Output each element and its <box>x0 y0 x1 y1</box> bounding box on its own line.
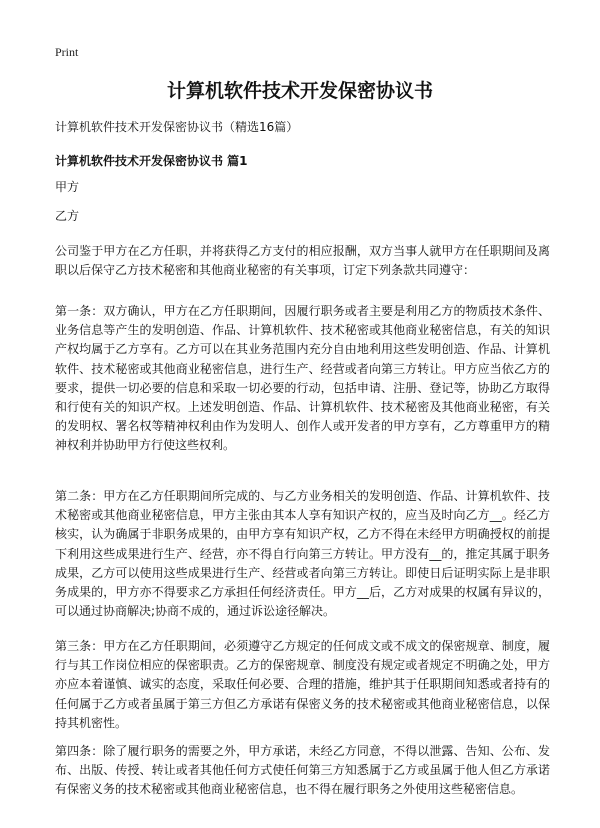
party-a-label: 甲方 <box>55 180 80 194</box>
print-link[interactable]: Print <box>55 45 79 59</box>
document-subtitle: 计算机软件技术开发保密协议书（精选16篇） <box>55 120 299 134</box>
section-heading: 计算机软件技术开发保密协议书 篇1 <box>55 154 248 168</box>
paragraph-intro: 公司鉴于甲方在乙方任职，并将获得乙方支付的相应报酬，双方当事人就甲方在任职期间及离职以后保守乙方技术秘密和其他商业秘密的有关事项，订定下列条款共同遵守： <box>55 244 550 278</box>
paragraph-article-4: 第四条：除了履行职务的需要之外，甲方承诺，未经乙方同意，不得以泄露、告知、公布、发布、出版、传授、转让或者其他任何方式使任何第三方知悉属于乙方或虽属于他人但乙方承诺有保密义务的技术秘密或其他商业秘密信息，也不得在履行职务之外使用这些秘密信息。 <box>55 744 550 797</box>
paragraph-article-2: 第二条：甲方在乙方任职期间所完成的、与乙方业务相关的发明创造、作品、计算机软件、技术秘密或其他商业秘密信息，甲方主张由其本人享有知识产权的，应当及时向乙方__。经乙方核实，认为确属于非职务成果的，由甲方享有知识产权，乙方不得在未经甲方明确授权的前提下利用这些成果进行生产、经营，亦不得自行向第三方转让。甲方没有__的，推定其属于职务成果，乙方可以使用这些成果进行生产、经营或者向第三方转让。即使日后证明实际上是非职务成果的，甲方亦不得要求乙方承担任何经济责任。甲方__后，乙方对成果的权属有异议的，可以通过协商解决;协商不成的，通过诉讼途径解决。 <box>55 489 550 619</box>
document-title: 计算机软件技术开发保密协议书 <box>166 80 433 102</box>
paragraph-article-1: 第一条：双方确认，甲方在乙方任职期间，因履行职务或者主要是利用乙方的物质技术条件、业务信息等产生的发明创造、作品、计算机软件、技术秘密或其他商业秘密信息，有关的知识产权均属于乙方享有。乙方可以在其业务范围内充分自由地利用这些发明创造、作品、计算机软件、技术秘密或其他商业秘密信息，进行生产、经营或者向第三方转让。甲方应当依乙方的要求，提供一切必要的信息和采取一切必要的行动，包括申请、注册、登记等，协助乙方取得和行使有关的知识产权。上述发明创造、作品、计算机软件、技术秘密及其他商业秘密，有关的发明权、署名权等精神权利由作为发明人、创作人或开发者的甲方享有，乙方尊重甲方的精神权利并协助甲方行使这些权利。 <box>55 304 550 453</box>
party-b-label: 乙方 <box>55 209 80 223</box>
paragraph-article-3: 第三条：甲方在乙方任职期间，必须遵守乙方规定的任何成文或不成文的保密规章、制度，履行与其工作岗位相应的保密职责。乙方的保密规章、制度没有规定或者规定不明确之处，甲方亦应本着谨慎、诚实的态度，采取任何必要、合理的措施，维护其于任职期间知悉或者持有的任何属于乙方或者虽属于第三方但乙方承诺有保密义务的技术秘密或其他商业秘密信息，以保持其机密性。 <box>55 639 550 730</box>
